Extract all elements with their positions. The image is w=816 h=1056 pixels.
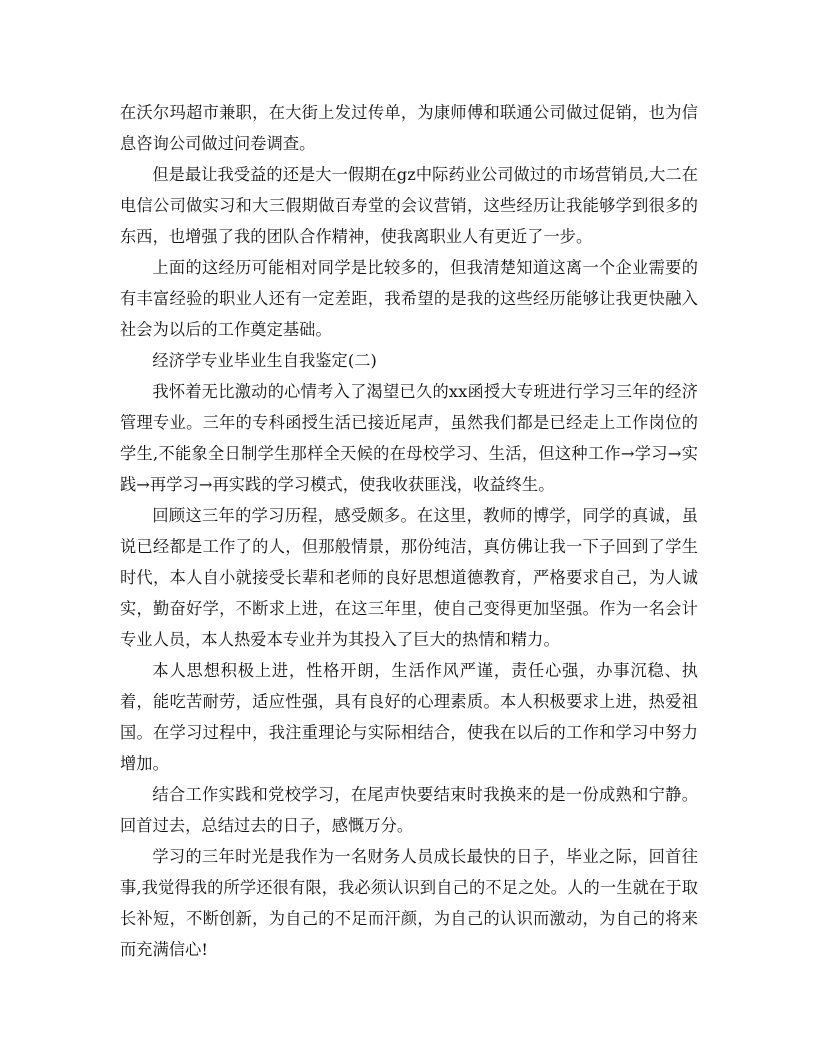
- paragraph-study-review: 回顾这三年的学习历程，感受颇多。在这里，教师的博学，同学的真诚，虽说已经都是工作了的人，但那般情景，那份纯洁，真仿佛让我一下子回到了学生时代，本人自小就接受长辈和老师的良好思想道德教育，严格要求自己，为人诚实，勤奋好学，不断求上进，在这三年里，使自己变得更加坚强。作为一名会计专业人员，本人热爱本专业并为其投入了巨大的热情和精力。: [120, 506, 698, 649]
- section-heading: 经济学专业毕业生自我鉴定(二): [152, 351, 377, 370]
- document-page: [120, 97, 698, 965]
- paragraph-experience-goal: 上面的这经历可能相对同学是比较多的，但我清楚知道这离一个企业需要的有丰富经验的职业人还有一定差距，我希望的是我的这些经历能够让我更快融入社会为以后的工作奠定基础。: [120, 258, 698, 339]
- paragraph-internships: 但是最让我受益的还是大一假期在gz中际药业公司做过的市场营销员,大二在电信公司做实习和大三假期做百寿堂的会议营销，这些经历让我能够学到很多的东西，也增强了我的团队合作精神，使我离职业人有更近了一步。: [120, 165, 698, 246]
- paragraph-program-intro: 我怀着无比激动的心情考入了渴望已久的xx函授大专班进行学习三年的经济管理专业。三年的专科函授生活已接近尾声，虽然我们都是已经走上工作岗位的学生,不能象全日制学生那样全天候的在母校学习、生活，但这种工作→学习→实践→再学习→再实践的学习模式，使我收获匪浅，收益终生。: [120, 382, 698, 494]
- paragraph-conclusion: 学习的三年时光是我作为一名财务人员成长最快的日子，毕业之际，回首往事,我觉得我的所学还很有限，我必须认识到自己的不足之处。人的一生就在于取长补短，不断创新，为自己的不足而汗颜，为自己的认识而激动，为自己的将来而充满信心!: [120, 847, 698, 959]
- paragraph-personal-qualities: 本人思想积极上进，性格开朗，生活作风严谨，责任心强，办事沉稳、执着，能吃苦耐劳，适应性强，具有良好的心理素质。本人积极要求上进，热爱祖国。在学习过程中，我注重理论与实际相结合，使我在以后的工作和学习中努力增加。: [120, 661, 698, 773]
- paragraph-reflection: 结合工作实践和党校学习，在尾声快要结束时我换来的是一份成熟和宁静。回首过去，总结过去的日子，感慨万分。: [120, 785, 698, 835]
- paragraph-part-time-jobs: 在沃尔玛超市兼职，在大街上发过传单，为康师傅和联通公司做过促销，也为信息咨询公司做过问卷调查。: [120, 103, 698, 153]
